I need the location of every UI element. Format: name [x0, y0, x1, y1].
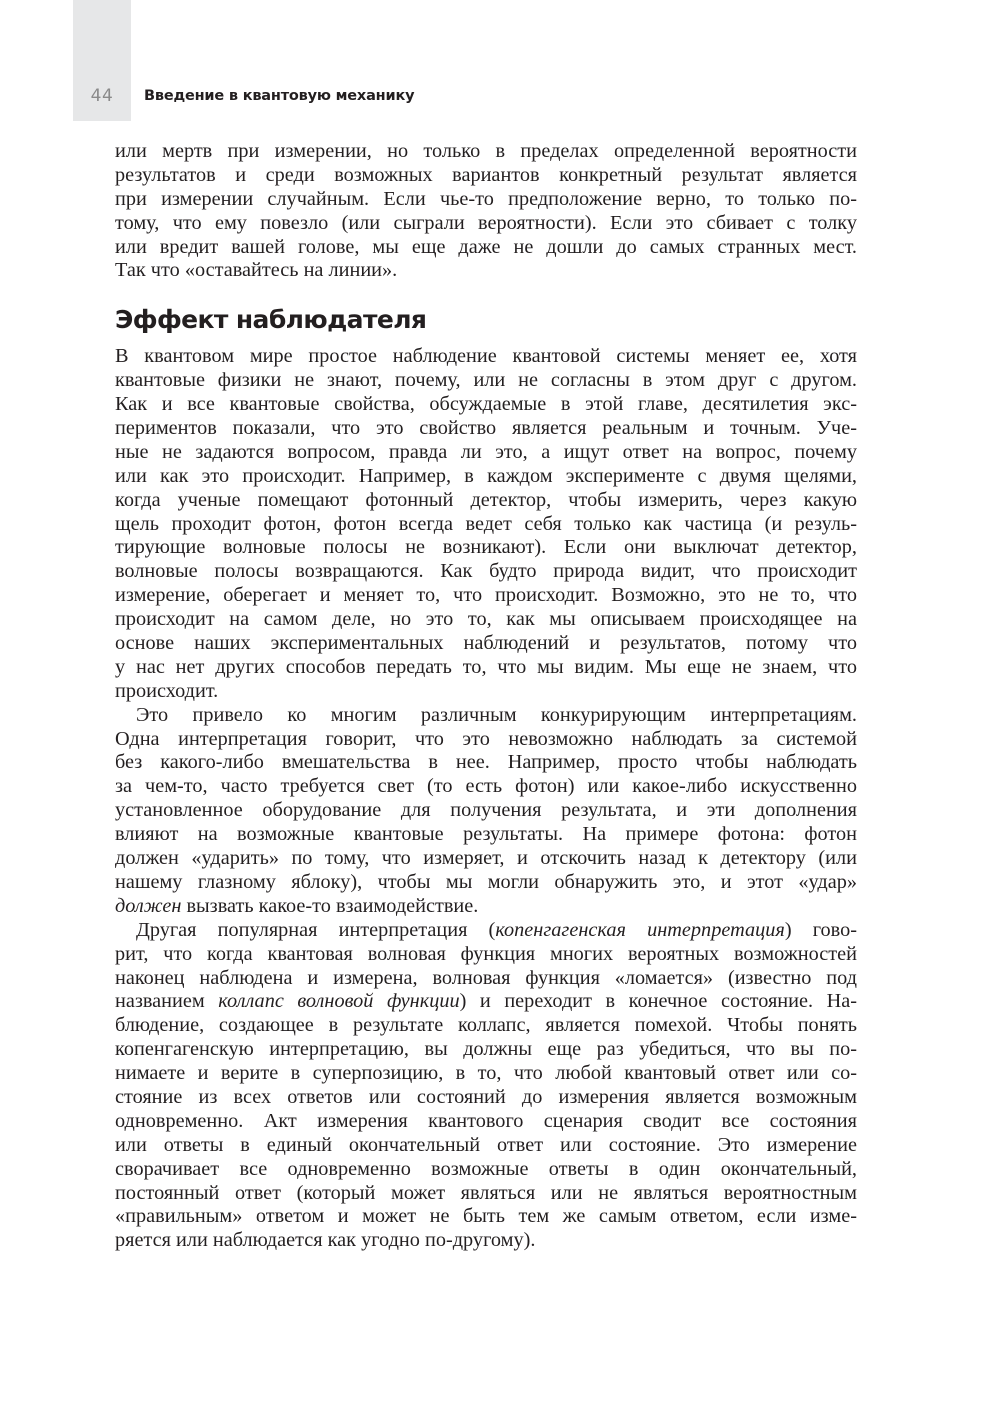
text-fragment: ) и переходит в конечное состояние. На- [459, 990, 857, 1013]
text-line: Так что «оставайтесь на линии». [115, 259, 398, 282]
text-line: когда ученые помещают фотонный детектор, чтобы измерить, через какую [115, 488, 857, 511]
paragraph-observer-effect [115, 345, 857, 703]
text-line: периментов показали, что это свойство является реальным и точным. Уче- [115, 417, 857, 440]
text-fragment: вызвать какое-то взаимодействие. [181, 894, 479, 917]
text-line [115, 895, 857, 919]
text-line: щель проходит фотон, фотон всегда ведет себя только как частица (и резуль- [115, 512, 857, 535]
text-line: рит, что когда квантовая волновая функция многих вероятных возможностей [115, 942, 857, 965]
intro-paragraph [115, 140, 857, 283]
running-head-title: Введение в квантовую механику [144, 88, 415, 104]
text-line: должен «ударить» по тому, что измеряет, и отскочить назад к детектору (или [115, 847, 857, 870]
text-fragment: ) гово- [784, 918, 857, 941]
text-line: без какого-либо вмешательства в нее. Например, просто чтобы наблюдать [115, 751, 857, 774]
text-line: у нас нет других способов передать то, что мы видим. Мы еще не знаем, что [115, 655, 857, 678]
text-line: ряется или наблюдается как угодно по-другому). [115, 1229, 536, 1252]
text-line: за чем-то, часто требуется свет (то есть фотон) или какое-либо искусственно [115, 775, 857, 798]
text-line: волновые полосы возвращаются. Как будто природа видит, что происходит [115, 560, 857, 583]
text-line: нашему глазному яблоку), чтобы мы могли обнаружить это, и этот «удар» [115, 870, 857, 893]
page-number: 44 [90, 86, 114, 106]
text-line: или вредит вашей голове, мы еще даже не дошли до самых странных мест. [115, 235, 857, 258]
text-line: тому, что ему повезло (или сыграли вероятности). Если это сбивает с толку [115, 211, 857, 234]
emphasis-text: копенгагенская интерпретация [495, 918, 785, 941]
paragraph-interpretations [115, 704, 857, 919]
text-line: или ответы в единый окончательный ответ или состояние. Это измерение [115, 1133, 857, 1156]
text-line: «правильным» ответом и может не быть тем же самым ответом, если изме- [115, 1205, 857, 1228]
text-line: установленное оборудование для получения результата, и эти дополнения [115, 799, 857, 822]
text-line: квантовые физики не знают, почему, или не согласны в этом друг с другом. [115, 369, 857, 392]
section-heading: Эффект наблюдателя [115, 305, 427, 335]
text-line: или как это происходит. Например, в каждом эксперименте с двумя щелями, [115, 464, 857, 487]
text-line: ные не задаются вопросом, правда ли это, а ищут ответ на вопрос, почему [115, 440, 857, 463]
text-line: тирующие волновые полосы не возникают). Если они выключат детектор, [115, 536, 857, 559]
text-line: одновременно. Акт измерения квантового сценария сводит все состояния [115, 1109, 857, 1132]
text-line: наконец наблюдена и измерена, волновая функция «ломается» (известно под [115, 966, 857, 989]
paragraph-copenhagen [115, 919, 857, 1253]
text-line: Это привело ко многим различным конкурирующим интерпретациям. [136, 703, 857, 726]
text-line: влияют на возможные квантовые результаты. На примере фотона: фотон [115, 823, 857, 846]
page-body [115, 140, 857, 1253]
text-line: основе наших экспериментальных наблюдений и результатов, потому что [115, 632, 857, 655]
text-line: Одна интерпретация говорит, что это невозможно наблюдать за системой [115, 727, 857, 750]
text-line: В квантовом мире простое наблюдение квантовой системы меняет ее, хотя [115, 345, 857, 368]
text-fragment: Другая популярная интерпретация ( [136, 918, 496, 941]
emphasis-text: коллапс волновой функции [218, 990, 460, 1013]
emphasis-text: должен [115, 894, 182, 917]
text-line: блюдение, создающее в результате коллапс, является помехой. Чтобы понять [115, 1014, 857, 1037]
text-line [115, 990, 857, 1014]
text-line: сворачивает все одновременно возможные ответы в один окончательный, [115, 1157, 857, 1180]
text-line [115, 919, 857, 943]
text-line: происходит. [115, 679, 219, 702]
text-line: измерение, оберегает и меняет то, что происходит. Возможно, это не то, что [115, 584, 857, 607]
text-line: Как и все квантовые свойства, обсуждаемые в этой главе, десятилетия экс- [115, 393, 857, 416]
text-line: при измерении случайным. Если чье-то предположение верно, то только по- [115, 187, 857, 210]
text-line: результатов и среди возможных вариантов конкретный результат является [115, 163, 857, 186]
text-fragment: названием [115, 990, 219, 1013]
text-line: или мертв при измерении, но только в пределах определенной вероятности [115, 140, 857, 162]
text-line: происходит на самом деле, но это то, как мы описываем происходящее на [115, 608, 857, 631]
text-line: нимаете и верите в суперпозицию, в то, что любой квантовый ответ или со- [115, 1062, 857, 1085]
text-line: копенгагенскую интерпретацию, вы должны еще раз убедиться, что вы по- [115, 1038, 857, 1061]
text-line: стояние из всех ответов или состояний до измерения является возможным [115, 1085, 857, 1108]
text-line: постоянный ответ (который может являться или не являться вероятностным [115, 1181, 857, 1204]
